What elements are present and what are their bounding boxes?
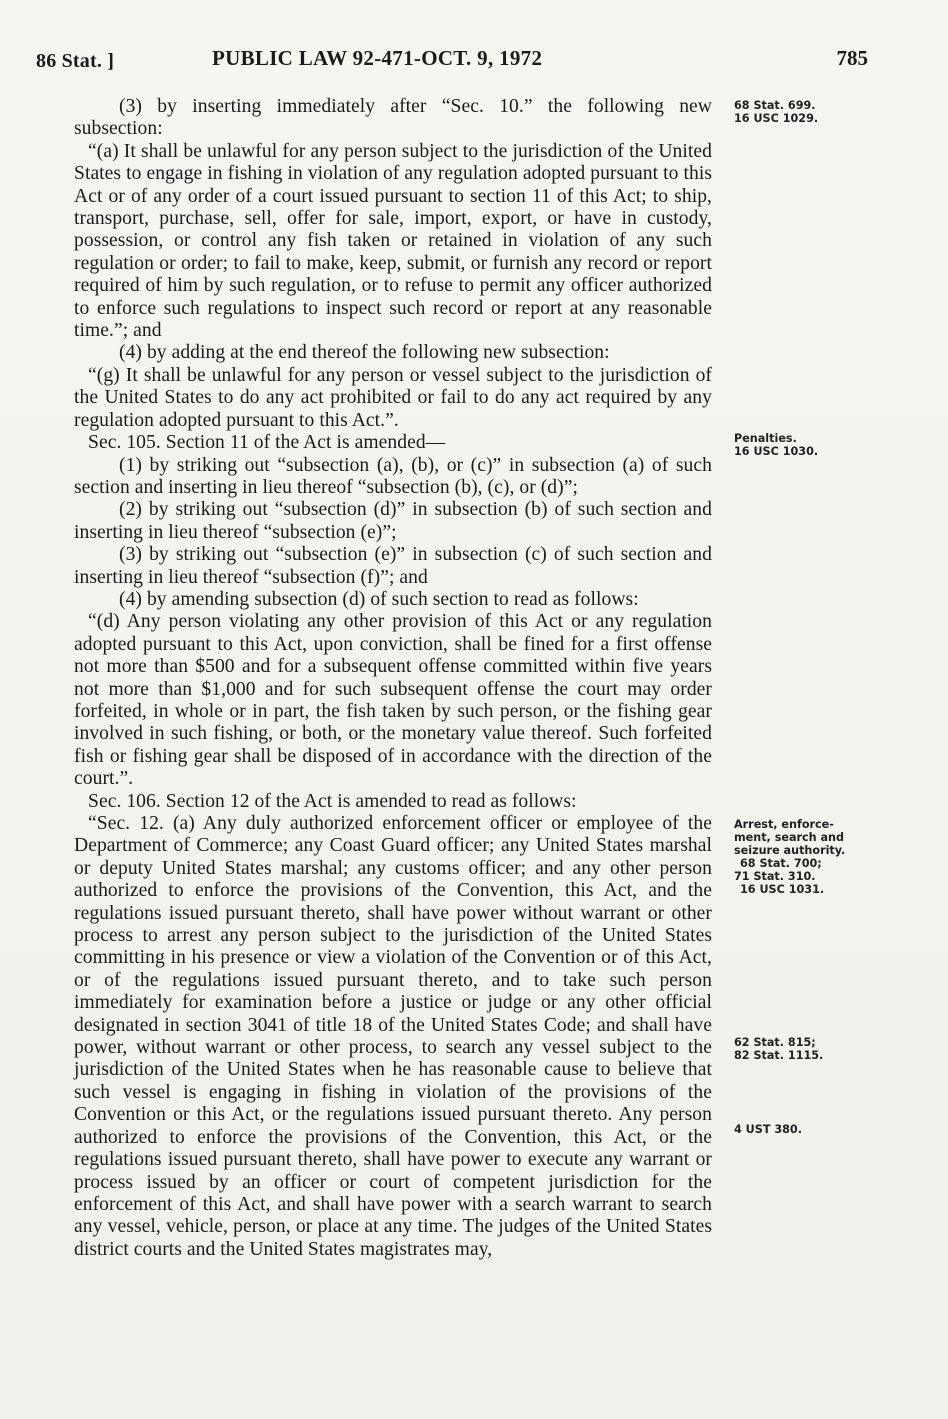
- section-12-text: “Sec. 12. (a) Any duly authorized enforcement officer or employee of the Department of Commerce; any Coast Guard officer; any United States marshal or deputy United States marshal; any customs officer; and any other person authorized to enforce the provisions of the Convention, this Act, and the regulations issued pursuant thereto, shall have power without warrant or other process to arrest any person subject to the jurisdiction of the United States committing in his presence or view a violation of the Convention or of this Act, or of the regulations issued pursuant thereto, and to take such person immediately for examination before a justice or judge or any other official designated in section 3041 of title 18 of the United States Code; and shall have power, without warrant or other process, to search any vessel subject to the jurisdiction of the United States when he has reasonable cause to believe that such vessel is engaging in fishing in violation of the provisions of the Convention or this Act, or the regulations issued pursuant thereto. Any person authorized to enforce the provisions of the Convention, this Act, or the regulations issued pursuant thereto, shall have power to execute any warrant or process issued by an officer or court of competent jurisdiction for the enforcement of this Act, and shall have power with a search warrant to search any vessel, vehicle, person, or place at any time. The judges of the United States district courts and the United States magistrates may,: [74, 813, 712, 1260]
- subsection-a-text: “(a) It shall be unlawful for any person subject to the jurisdiction of the United States to engage in fishing in violation of any regulation adopted pursuant to this Act or of any order of a court issued pursuant to section 11 of this Act; to ship, transport, purchase, sell, offer for sale, import, export, or have in custody, possession, or control any fish taken or retained in violation of any such regulation or order; to fail to make, keep, submit, or furnish any record or report required of him by such regulation, or to refuse to permit any officer authorized to enforce such regulations to inspect such record or report at any reasonable time.”; and: [74, 140, 712, 342]
- paragraph-amend-3: (3) by inserting immediately after “Sec. 10.” the following new subsection:: [74, 96, 712, 140]
- law-body-text: [74, 96, 712, 1261]
- sec105-item-2: (2) by striking out “subsection (d)” in subsection (b) of such section and inserting in lieu thereof “subsection (e)”;: [74, 499, 712, 543]
- margin-note-68-stat-699: 68 Stat. 699. 16 USC 1029.: [734, 99, 819, 125]
- margin-note-penalties: Penalties. 16 USC 1030.: [734, 432, 819, 458]
- sec105-item-1: (1) by striking out “subsection (a), (b), or (c)” in subsection (a) of such section and inserting in lieu thereof “subsection (b), (c), or (d)”;: [74, 454, 712, 498]
- statute-volume: 86 Stat. ]: [36, 50, 115, 72]
- law-title: PUBLIC LAW 92-471-OCT. 9, 1972: [212, 46, 543, 70]
- subsection-g-text: “(g) It shall be unlawful for any person or vessel subject to the jurisdiction of the United States to do any act prohibited or fail to do any act required by any regulation adopted pursuant to this Act.”.: [74, 364, 712, 431]
- page-number: 785: [836, 46, 868, 70]
- section-105-heading: Sec. 105. Section 11 of the Act is amended—: [88, 432, 446, 454]
- margin-note-62-stat-815: 62 Stat. 815; 82 Stat. 1115.: [734, 1036, 824, 1062]
- section-106-heading: Sec. 106. Section 12 of the Act is amended to read as follows:: [88, 790, 577, 812]
- sec105-item-3: (3) by striking out “subsection (e)” in subsection (c) of such section and inserting in lieu thereof “subsection (f)”; and: [74, 544, 712, 588]
- margin-note-4-ust-380: 4 UST 380.: [734, 1123, 802, 1136]
- page-header: [36, 46, 868, 76]
- margin-note-arrest-authority: Arrest, enforce- ment, search and seizure authority. 68 Stat. 700; 71 Stat. 310. 16 USC 1031.: [734, 818, 846, 896]
- paragraph-amend-4: (4) by adding at the end thereof the following new subsection:: [119, 342, 610, 364]
- subsection-d-text: “(d) Any person violating any other provision of this Act or any regulation adopted pursuant to this Act, upon conviction, shall be fined for a first offense not more than $500 and for a subsequent offense committed within five years not more than $1,000 and for such subsequent offense the court may order forfeited, in whole or in part, the fish taken by such person, or the fishing gear involved in such fishing, or both, or the monetary value thereof. Such forfeited fish or fishing gear shall be disposed of in accordance with the direction of the court.”.: [74, 611, 712, 790]
- sec105-item-4: (4) by amending subsection (d) of such section to read as follows:: [119, 588, 639, 610]
